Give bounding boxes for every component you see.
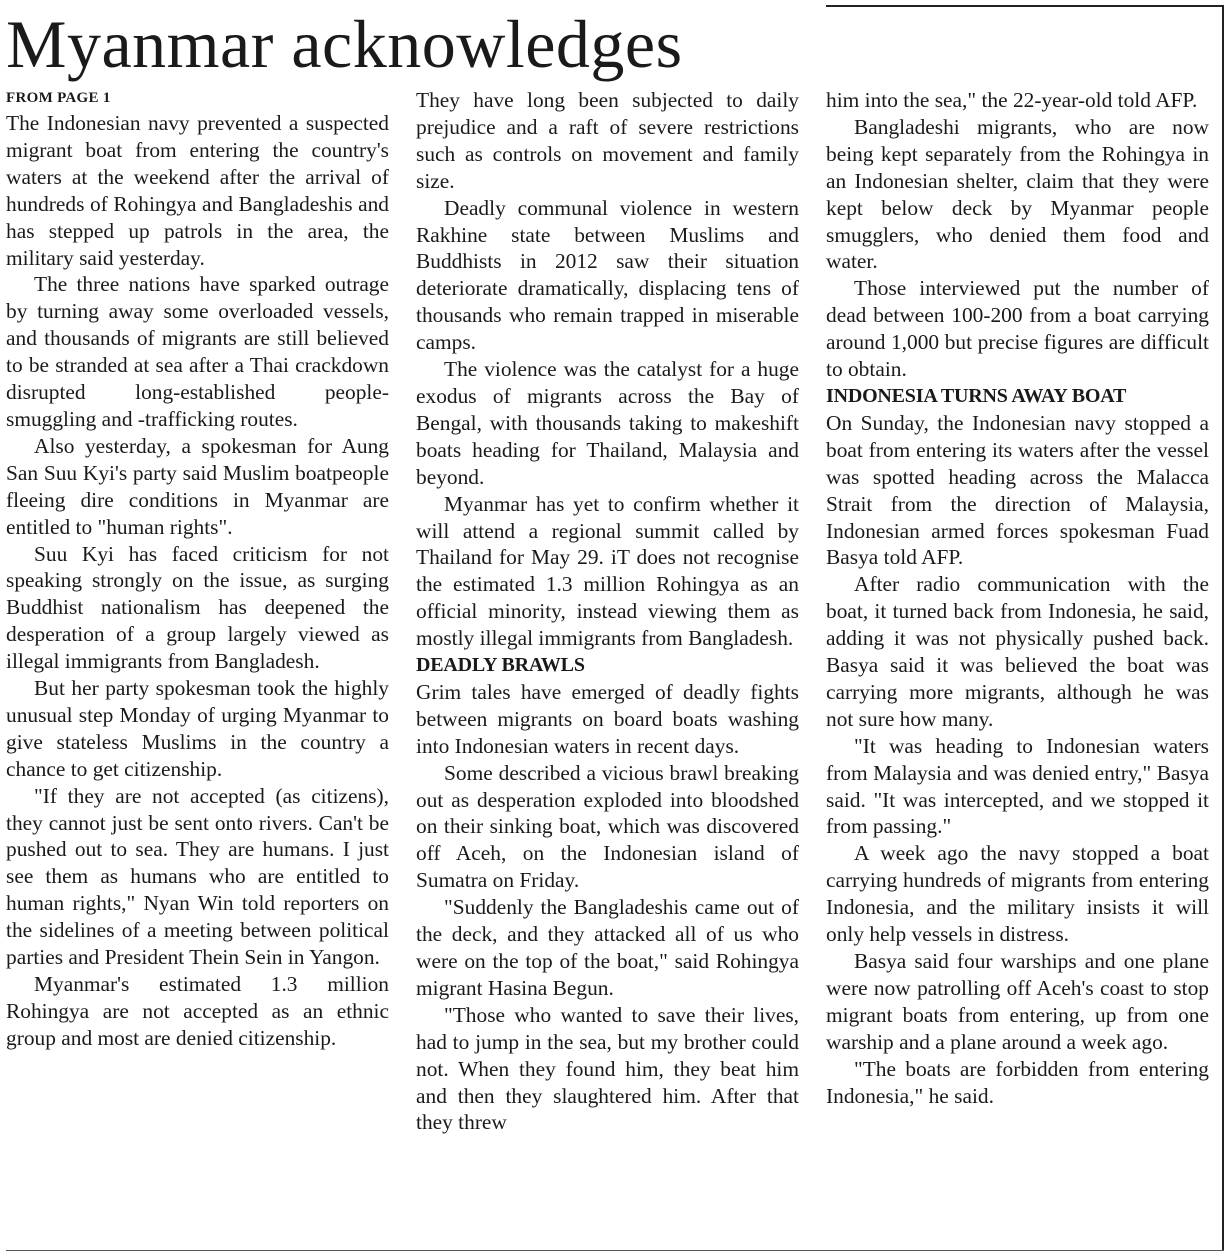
paragraph: They have long been subjected to daily prejudice and a raft of severe restrictions such as controls on movement and family size. (416, 88, 799, 193)
paragraph: The Indonesian navy prevented a suspected migrant boat from entering the country's waters at the weekend after the arrival of hundreds of Rohingya and Bangladeshis and has stepped up patrols in the area, the military said yesterday. (6, 111, 389, 270)
article-column-2 (416, 87, 799, 1136)
kicker: FROM PAGE 1 (6, 90, 111, 106)
paragraph: Myanmar has yet to confirm whether it will attend a regional summit called by Thailand for May 29. iT does not recognise the estimated 1.3 million Rohingya as an official minority, instead viewing them as mostly illegal immigrants from Bangladesh. (416, 491, 799, 651)
paragraph: "If they are not accepted (as citizens), they cannot just be sent onto rivers. Can't be pushed out to sea. They are humans. I just see them as humans who are entitled to human rights," Nyan Win told reporters on the sidelines of a meeting between political parties and President Thein Sein in Yangon. (6, 783, 389, 970)
paragraph: "It was heading to Indonesian waters from Malaysia and was denied entry," Basya said. "It was intercepted, and we stopped it from passing." (826, 733, 1209, 839)
paragraph: Those interviewed put the number of dead between 100-200 from a boat carrying around 1,000 but precise figures are difficult to obtain. (826, 276, 1209, 382)
subhead-deadly-brawls: DEADLY BRAWLS (416, 654, 585, 677)
paragraph: The violence was the catalyst for a huge exodus of migrants across the Bay of Bengal, with thousands taking to makeshift boats heading for Thailand, Malaysia and beyond. (416, 357, 799, 489)
paragraph: But her party spokesman took the highly unusual step Monday of urging Myanmar to give stateless Muslims in the country a chance to get citizenship. (6, 676, 389, 781)
paragraph: The three nations have sparked outrage by turning away some overloaded vessels, and thousands of migrants are still believed to be stranded at sea after a Thai crackdown disrupted long-established people-smuggling and -trafficking routes. (6, 272, 389, 431)
paragraph: him into the sea," the 22-year-old told AFP. (826, 88, 1198, 112)
paragraph: Also yesterday, a spokesman for Aung San Suu Kyi's party said Muslim boatpeople fleeing dire conditions in Myanmar are entitled to "human rights". (6, 433, 389, 539)
paragraph: After radio communication with the boat, it turned back from Indonesia, he said, adding it was not physically pushed back. Basya said it was believed the boat was carrying more migrants, although he was not sure how many. (826, 572, 1209, 731)
paragraph: Some described a vicious brawl breaking out as desperation exploded into bloodshed on their sinking boat, which was discovered off Aceh, on the Indonesian island of Sumatra on Friday. (416, 760, 799, 893)
paragraph: Suu Kyi has faced criticism for not speaking strongly on the issue, as surging Buddhist nationalism has deepened the desperation of a group largely viewed as illegal immigrants from Bangladesh. (6, 541, 389, 674)
paragraph: A week ago the navy stopped a boat carrying hundreds of migrants from entering Indonesia, and the military insists it will only help vessels in distress. (826, 841, 1209, 947)
paragraph: "Suddenly the Bangladeshis came out of the deck, and they attacked all of us who were on the top of the boat," said Rohingya migrant Hasina Begun. (416, 895, 799, 1000)
top-rule (826, 5, 1224, 7)
paragraph: Deadly communal violence in western Rakhine state between Muslims and Buddhists in 2012 saw their situation deteriorate dramatically, displacing tens of thousands who remain trapped in miserable camps. (416, 195, 799, 355)
paragraph: Myanmar's estimated 1.3 million Rohingya are not accepted as an ethnic group and most are denied citizenship. (6, 972, 389, 1050)
paragraph: Basya said four warships and one plane were now patrolling off Aceh's coast to stop migrant boats from entering, up from one warship and a plane around a week ago. (826, 949, 1209, 1054)
headline: Myanmar acknowledges (6, 6, 683, 82)
article-column-1 (6, 89, 389, 1052)
article-column-3 (826, 87, 1209, 1109)
paragraph: On Sunday, the Indonesian navy stopped a boat from entering its waters after the vessel was spotted heading across the Malacca Strait from the direction of Malaysia, Indonesian armed forces spokesman Fuad Basya told AFP. (826, 410, 1209, 570)
bottom-rule (6, 1250, 1224, 1251)
subhead-indonesia-turns-away-boat: INDONESIA TURNS AWAY BOAT (826, 384, 1127, 407)
paragraph: Bangladeshi migrants, who are now being kept separately from the Rohingya in an Indonesian shelter, claim that they were kept below deck by Myanmar people smugglers, who denied them food and water. (826, 114, 1209, 274)
paragraph: Grim tales have emerged of deadly fights between migrants on board boats washing into Indonesian waters in recent days. (416, 679, 799, 758)
paragraph: "Those who wanted to save their lives, had to jump in the sea, but my brother could not. When they found him, they beat him and then they slaughtered him. After that they threw (416, 1002, 799, 1135)
right-rule (1222, 5, 1224, 1250)
paragraph: "The boats are forbidden from entering Indonesia," he said. (826, 1056, 1209, 1108)
